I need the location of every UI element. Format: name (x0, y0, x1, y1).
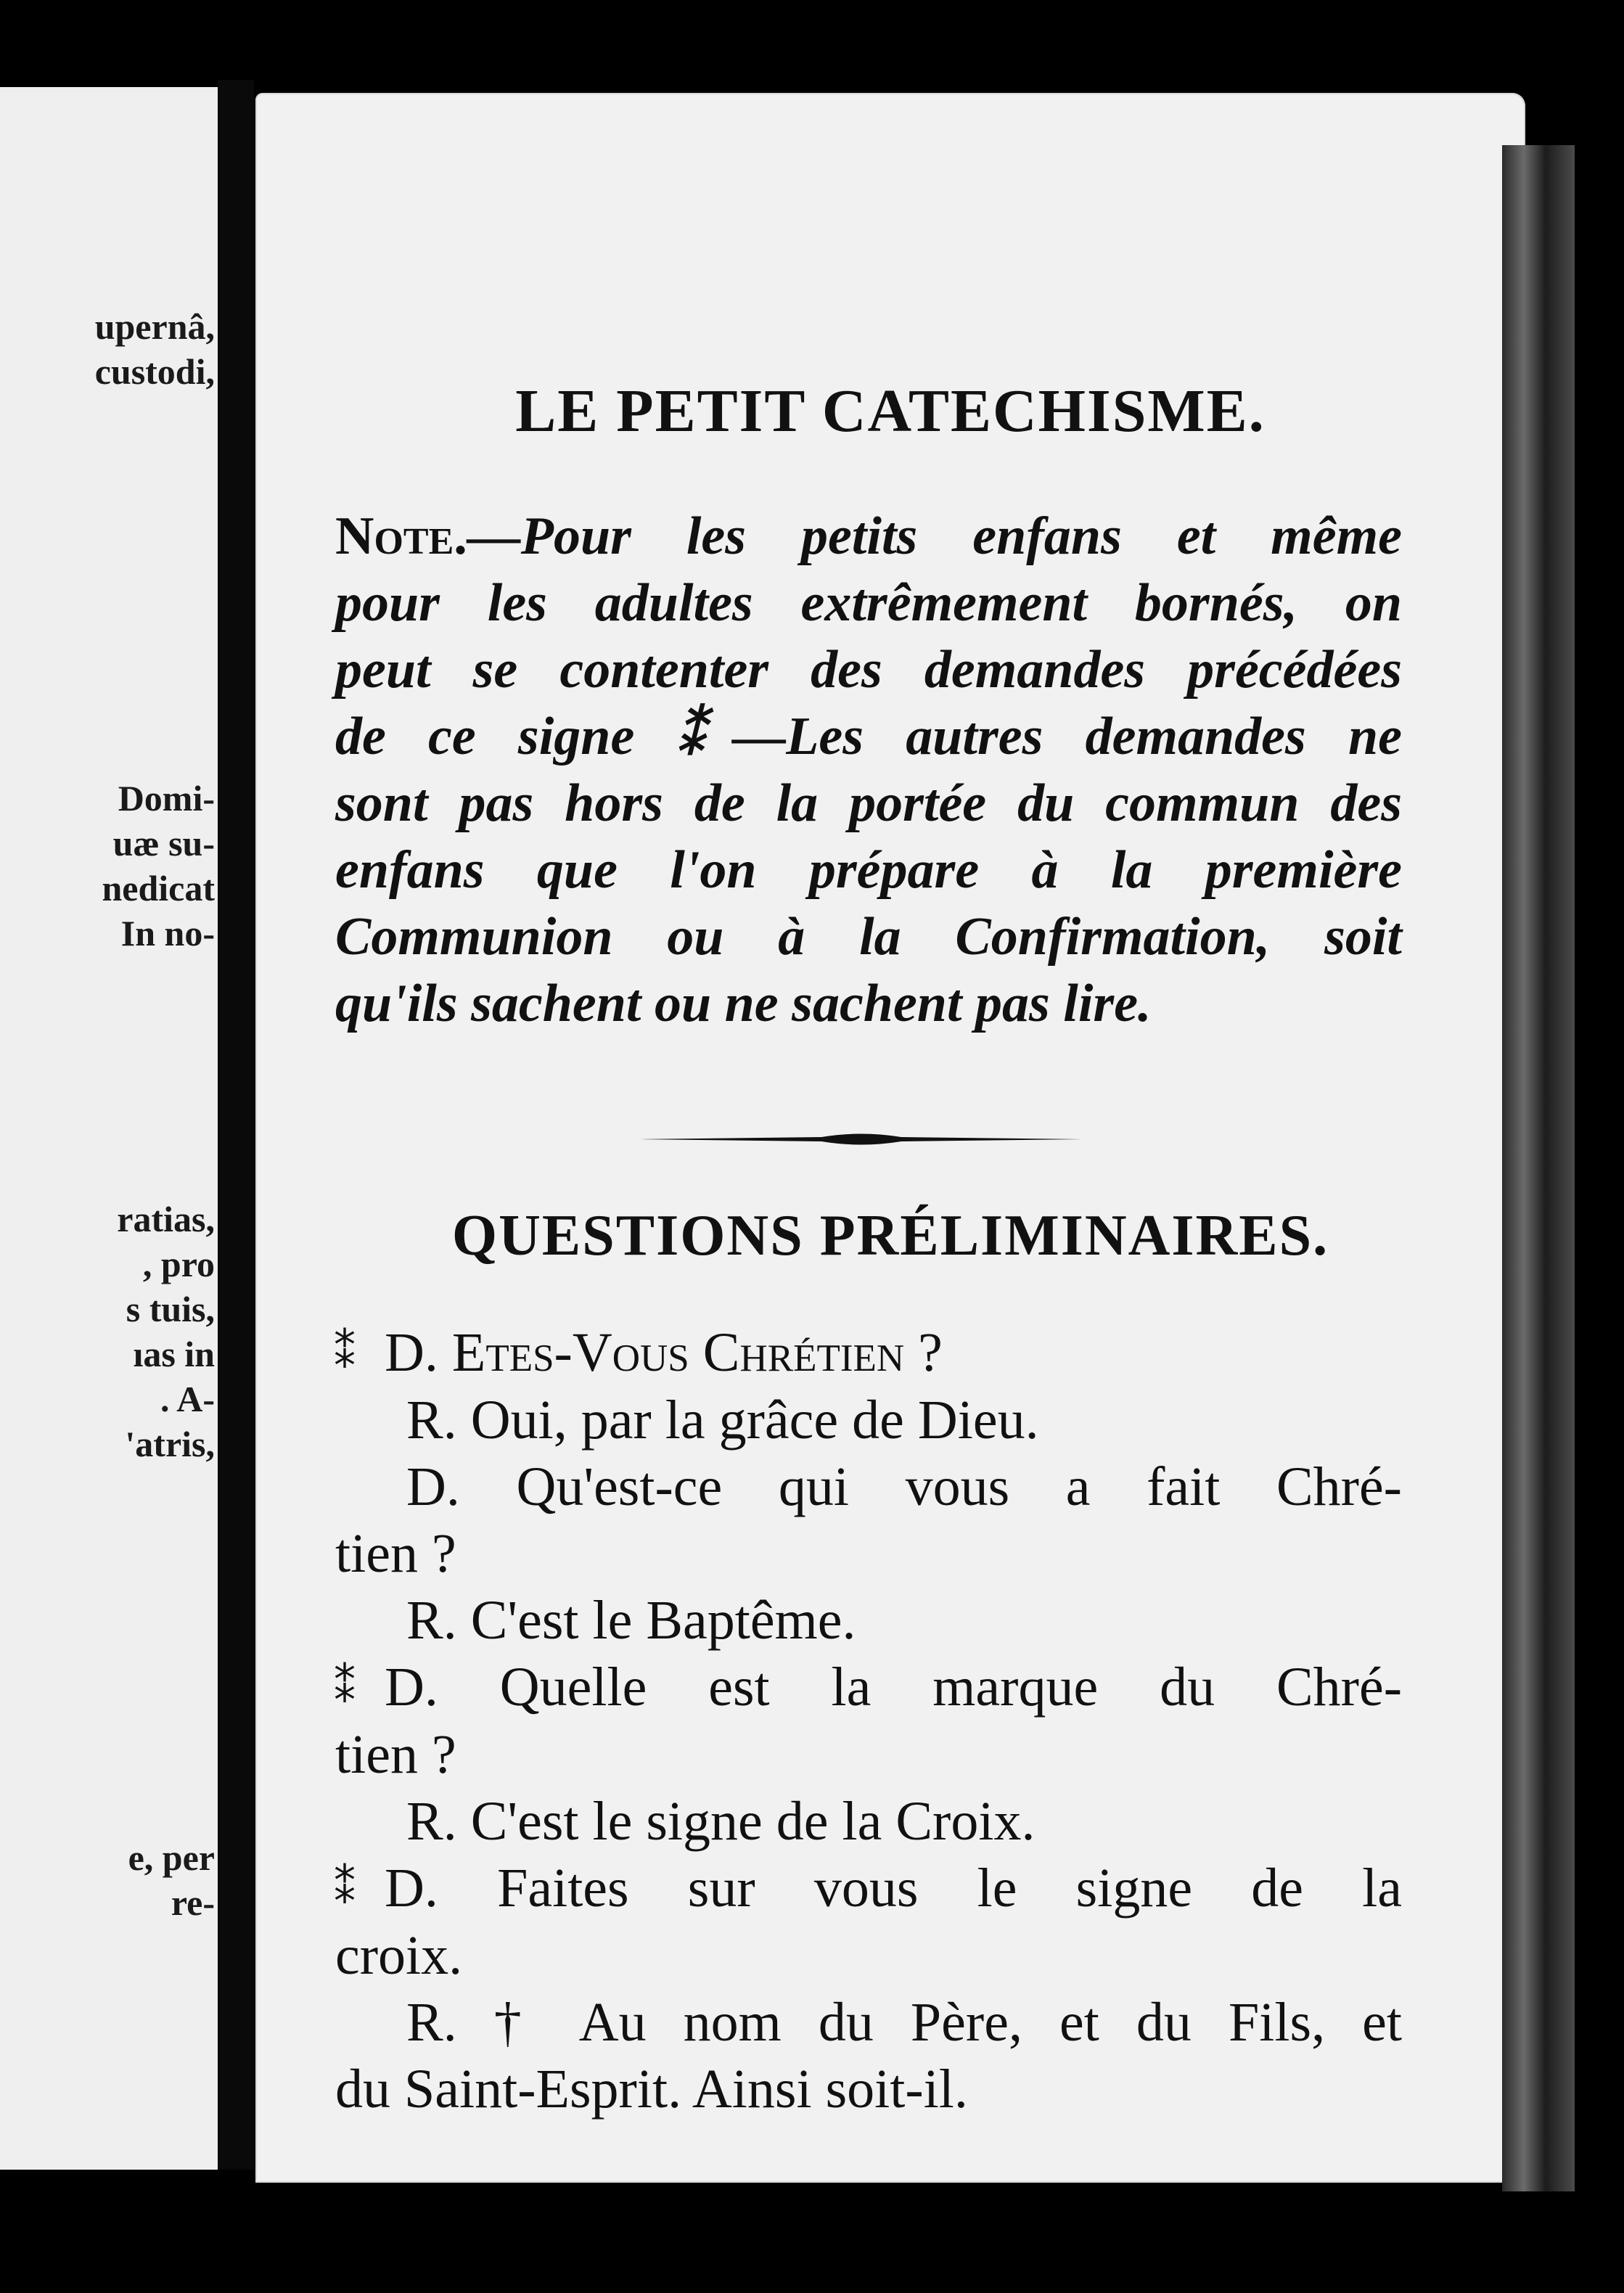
left-page-text-fragment: Domi- (118, 778, 215, 819)
note-line: peut se contenter des demandes précédées (335, 640, 1402, 700)
left-page-text-fragment: 'atris, (125, 1424, 215, 1464)
left-page-text-fragment: e, per (128, 1837, 215, 1878)
double-cross-marker-icon: ⁑ (334, 1329, 356, 1377)
qa-label: D. (385, 1322, 452, 1383)
qa-section (335, 1319, 1402, 2122)
note-line: qu'ils sachent ou ne sachent pas lire. (335, 974, 1152, 1033)
double-cross-marker-icon: ⁑ (334, 1865, 356, 1913)
qa-line (335, 1788, 1402, 1855)
left-page-text-fragment: . A- (160, 1379, 215, 1419)
left-page-text-fragment: In no- (120, 913, 215, 953)
qa-line (335, 1922, 1402, 1989)
note-line: Communion ou à la Confirmation, soit (335, 907, 1402, 967)
page-title: LE PETIT CATECHISME. (515, 377, 1266, 445)
qa-text: tien ? (335, 1523, 456, 1584)
qa-line (335, 1654, 1402, 1721)
page-edge-shadow (1502, 145, 1575, 2191)
qa-text: Oui, par la grâce de Dieu. (470, 1390, 1039, 1451)
qa-text: Etes-Vous Chrétien ? (451, 1322, 943, 1383)
left-page-text-fragment: ratias, (117, 1199, 215, 1239)
section-title: QUESTIONS PRÉLIMINAIRES. (451, 1204, 1329, 1268)
left-facing-page (0, 87, 231, 2170)
qa-label: R. (406, 1590, 471, 1651)
left-page-text-fragment: re- (171, 1882, 215, 1923)
note-line (335, 503, 1402, 570)
qa-line (335, 1453, 1402, 1520)
qa-label: R. (406, 1390, 471, 1451)
left-page-text-fragment: s tuis, (126, 1289, 215, 1329)
catechism-page (255, 93, 1525, 2183)
qa-label: D. (385, 1858, 498, 1919)
left-page-text-fragment: uæ su- (112, 823, 215, 864)
qa-label: R. (406, 1791, 471, 1852)
ornamental-divider (640, 1131, 1083, 1148)
qa-text: † Au nom du Père, et du Fils, et (493, 1992, 1402, 2053)
left-page-text-fragment: ıas in (133, 1334, 215, 1374)
note-line: enfans que l'on prépare à la première (335, 840, 1402, 900)
qa-line (335, 1387, 1402, 1453)
left-page-text-fragment: custodi, (94, 351, 215, 392)
qa-label: D. (406, 1456, 517, 1517)
left-page-text-fragment: upernâ, (94, 306, 215, 347)
qa-text: C'est le signe de la Croix. (470, 1791, 1035, 1852)
qa-line (335, 1319, 1402, 1387)
qa-line (335, 1721, 1402, 1788)
left-page-text-fragment: , pro (142, 1244, 215, 1284)
qa-line (335, 1855, 1402, 1922)
book-gutter (218, 80, 254, 2170)
qa-line (335, 1587, 1402, 1654)
note-line: de ce signe ⁑—Les autres demandes ne (335, 707, 1402, 766)
qa-line (335, 1520, 1402, 1587)
qa-text: Quelle est la marque du Chré- (499, 1657, 1403, 1718)
qa-text: du Saint-Esprit. Ainsi soit-il. (335, 2059, 968, 2120)
double-cross-marker-icon: ⁑ (334, 1664, 356, 1712)
qa-label: R. (406, 1992, 494, 2053)
qa-text: Faites sur vous le signe de la (497, 1858, 1403, 1919)
note-paragraph (335, 503, 1402, 1037)
qa-line (335, 1989, 1402, 2056)
qa-text: croix. (335, 1925, 463, 1986)
note-line: sont pas hors de la portée du commun des (335, 774, 1402, 833)
qa-text: Qu'est-ce qui vous a fait Chré- (516, 1456, 1402, 1517)
note-line-text: —Pour les petits enfans et même (467, 506, 1402, 566)
qa-text: tien ? (335, 1724, 456, 1785)
qa-text: C'est le Baptême. (470, 1590, 856, 1651)
qa-line (335, 2056, 1402, 2122)
note-heading: Note. (335, 506, 467, 566)
note-line: pour les adultes extrêmement bornés, on (335, 573, 1402, 633)
qa-label: D. (385, 1657, 500, 1718)
left-page-text-fragment: nedicat (102, 868, 215, 908)
